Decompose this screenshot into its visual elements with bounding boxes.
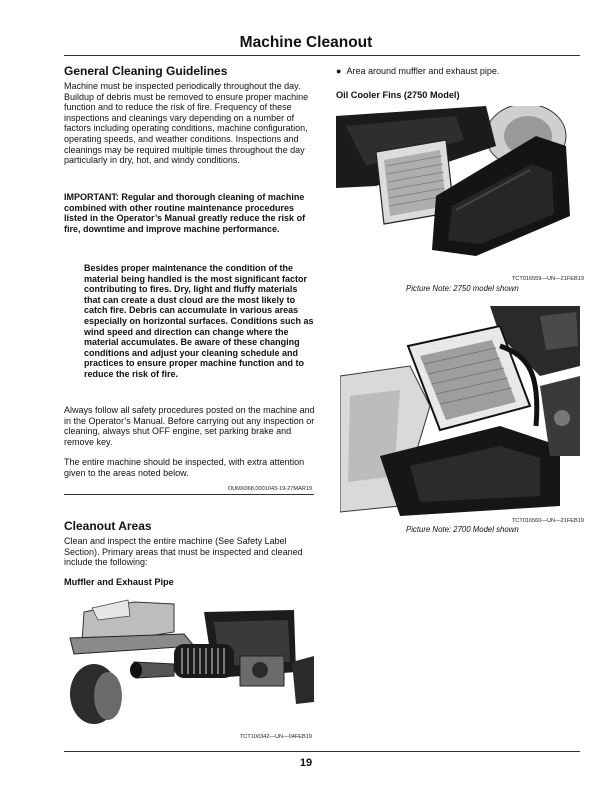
important-block	[64, 192, 316, 234]
important-text: Regular and thorough cleaning of machine combined with other routine maintenance procedures listed in the Operator’s Manual greatly reduce the risk of fire, downtime and improve machine performance.	[64, 192, 306, 234]
general-heading: General Cleaning Guidelines	[64, 64, 228, 78]
muffler-exhaust-figure	[64, 592, 314, 732]
inspect-text: The entire machine should be inspected, with extra attention given to the areas noted below.	[64, 457, 305, 478]
muffler-subheading: Muffler and Exhaust Pipe	[64, 577, 174, 587]
fig2-code: TCT016560—UN—21FEB19	[511, 518, 584, 524]
cleanout-heading: Cleanout Areas	[64, 519, 152, 533]
cleanout-text: Clean and inspect the entire machine (See Safety Label Section). Primary areas that must be inspected and cleaned include the following:	[64, 536, 303, 568]
oil-cooler-2700-figure	[340, 306, 580, 516]
section-rule	[64, 494, 314, 495]
page-title: Machine Cleanout	[239, 34, 373, 51]
oil-cooler-2750-figure	[336, 106, 580, 268]
oil-cooler-subheading: Oil Cooler Fins (2750 Model)	[336, 90, 460, 100]
bullet-text: Area around muffler and exhaust pipe.	[346, 66, 500, 76]
page-number: 19	[299, 757, 313, 769]
fig1-code: TCT016559—UN—21FEB19	[511, 276, 584, 282]
important-text-2: Besides proper maintenance the condition of the material being handled is the most significant factor contributing to fires. Dry, light and fluffy materials that can create a dust cloud are the most likely to catch fire. Debris can accumulate in various areas especially on horizontal surfaces. Conditions such as wind speed and direction can change where the material accumulates. Be aware of these changing conditions and adjust your cleaning schedule and practices to ensure proper machine function and to reduce the risk of fire.	[84, 263, 314, 379]
fig2-caption: Picture Note: 2700 Model shown	[406, 525, 519, 534]
bullet-item	[336, 66, 580, 77]
muffler-fig-code: TCT100342—UN—04FEB19	[239, 734, 312, 740]
header-rule	[64, 55, 580, 56]
ref-code: OUMX068,0001043-19-27MAR19	[227, 486, 312, 492]
footer-rule	[64, 751, 580, 752]
safety-text: Always follow all safety procedures posted on the machine and in the Operator’s Manual. Before carrying out any inspection or cleaning, always shut OFF engine, set parking brake and remove key.	[64, 405, 315, 447]
general-intro: Machine must be inspected periodically throughout the day. Buildup of debris must be removed to ensure proper machine function and to reduce the risk of fire. Frequency of these inspections and cleanings vary depending on a number of factors including operating conditions, machine configuration, operating speeds, and weather conditions. Inspections and cleanings may be required multiple times throughout the day particularly in dry, hot, and windy conditions.	[64, 81, 309, 166]
important-label: IMPORTANT:	[64, 192, 119, 202]
bullet-icon: ●	[336, 66, 347, 76]
fig1-caption: Picture Note: 2750 model shown	[406, 284, 519, 293]
